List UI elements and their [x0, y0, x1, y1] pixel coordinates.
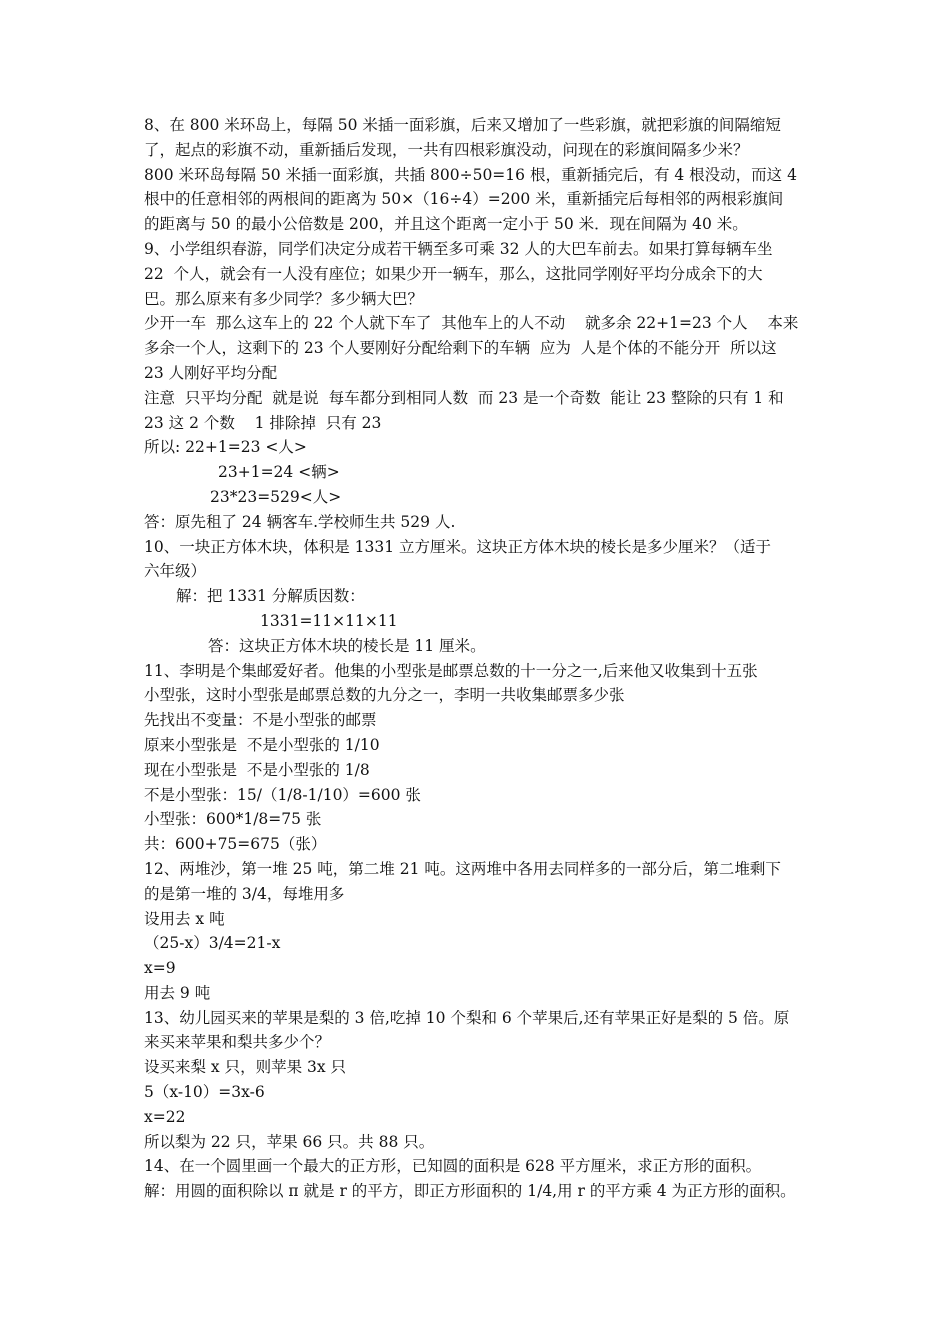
text-line: 所以梨为 22 只，苹果 66 只。共 88 只。: [144, 1132, 435, 1151]
text-line: 13、幼儿园买来的苹果是梨的 3 倍,吃掉 10 个梨和 6 个苹果后,还有苹果正好是梨的 5 倍。原: [144, 1008, 790, 1027]
text-line: 多余一个人，这剩下的 23 个人要刚好分配给剩下的车辆 应为 人是个体的不能分开 所以这: [144, 339, 777, 358]
text-line: 12、两堆沙，第一堆 25 吨，第二堆 21 吨。这两堆中各用去同样多的一部分后，第二堆剩下: [144, 859, 781, 878]
text-line: 少开一车 那么这车上的 22 个人就下车了 其他车上的人不动 就多余 22+1=23 个人 本来: [144, 314, 799, 333]
text-line: 不是小型张：15/（1/8-1/10）=600 张: [144, 785, 421, 804]
text-line: 小型张，这时小型张是邮票总数的九分之一，李明一共收集邮票多少张: [144, 686, 625, 705]
text-line: 22 个人，就会有一人没有座位；如果少开一辆车，那么，这批同学刚好平均分成余下的大: [144, 264, 763, 283]
text-line: 11、李明是个集邮爱好者。他集的小型张是邮票总数的十一分之一,后来他又收集到十五张: [144, 661, 758, 680]
text-line: 的距离与 50 的最小公倍数是 200，并且这个距离一定小于 50 米．现在间隔为 40 米。: [144, 215, 748, 234]
text-line: 5（x-10）=3x-6: [144, 1083, 265, 1102]
text-line: 8、在 800 米环岛上，每隔 50 米插一面彩旗，后来又增加了一些彩旗，就把彩旗的间隔缩短: [144, 116, 781, 134]
text-line: 23+1=24 <辆>: [218, 463, 340, 482]
text-line: 小型张：600*1/8=75 张: [144, 810, 322, 829]
text-line: 23 人刚好平均分配: [144, 363, 278, 382]
text-line: 10、一块正方体木块，体积是 1331 立方厘米。这块正方体木块的棱长是多少厘米？（适于: [144, 537, 772, 556]
document-body: [144, 113, 824, 1204]
text-line: 14、在一个圆里画一个最大的正方形，已知圆的面积是 628 平方厘米，求正方形的面积。: [144, 1157, 762, 1176]
text-line: 用去 9 吨: [144, 983, 211, 1002]
text-line: 现在小型张是 不是小型张的 1/8: [144, 760, 370, 779]
text-line: x=9: [144, 959, 176, 978]
text-line: 共：600+75=675（张）: [144, 835, 327, 854]
text-line: 23 这 2 个数 1 排除掉 只有 23: [144, 413, 382, 432]
text-line: 800 米环岛每隔 50 米插一面彩旗，共插 800÷50=16 根，重新插完后，有 4 根没动，而这 4: [144, 165, 797, 184]
text-line: 解：把 1331 分解质因数：: [176, 587, 365, 606]
text-line: 所以: 22+1=23 <人>: [144, 438, 307, 457]
text-line: 先找出不变量：不是小型张的邮票: [144, 711, 377, 730]
text-line: 答：原先租了 24 辆客车.学校师生共 529 人.: [144, 512, 456, 531]
text-line: 1331=11×11×11: [260, 611, 398, 630]
text-line: （25-x）3/4=21-x: [144, 934, 281, 953]
text-line: x=22: [144, 1107, 186, 1126]
text-line: 设用去 x 吨: [144, 909, 225, 928]
text-line: 设买来梨 x 只，则苹果 3x 只: [144, 1058, 347, 1077]
text-line: 了，起点的彩旗不动，重新插后发现，一共有四根彩旗没动，问现在的彩旗间隔多少米？: [144, 140, 749, 159]
text-line: 巴。那么原来有多少同学？多少辆大巴？: [144, 289, 424, 308]
text-line: 原来小型张是 不是小型张的 1/10: [144, 735, 380, 754]
text-line: 六年级）: [144, 562, 207, 581]
text-line: 注意 只平均分配 就是说 每车都分到相同人数 而 23 是一个奇数 能让 23 整除的只有 1 和: [144, 388, 784, 407]
text-line: 23*23=529<人>: [210, 487, 342, 506]
text-line: 的是第一堆的 3/4，每堆用多: [144, 884, 345, 903]
text-line: 解：用圆的面积除以 π 就是 r 的平方，即正方形面积的 1/4,用 r 的平方乘 4 为正方形的面积。: [144, 1182, 796, 1201]
text-line: 9、小学组织春游，同学们决定分成若干辆至多可乘 32 人的大巴车前去。如果打算每辆车坐: [144, 239, 773, 258]
text-line: 答：这块正方体木块的棱长是 11 厘米。: [208, 636, 486, 655]
text-line: 根中的任意相邻的两根间的距离为 50×（16÷4）=200 米，重新插完后每相邻的两根彩旗间: [144, 190, 784, 209]
text-line: 来买来苹果和梨共多少个？: [144, 1033, 331, 1052]
